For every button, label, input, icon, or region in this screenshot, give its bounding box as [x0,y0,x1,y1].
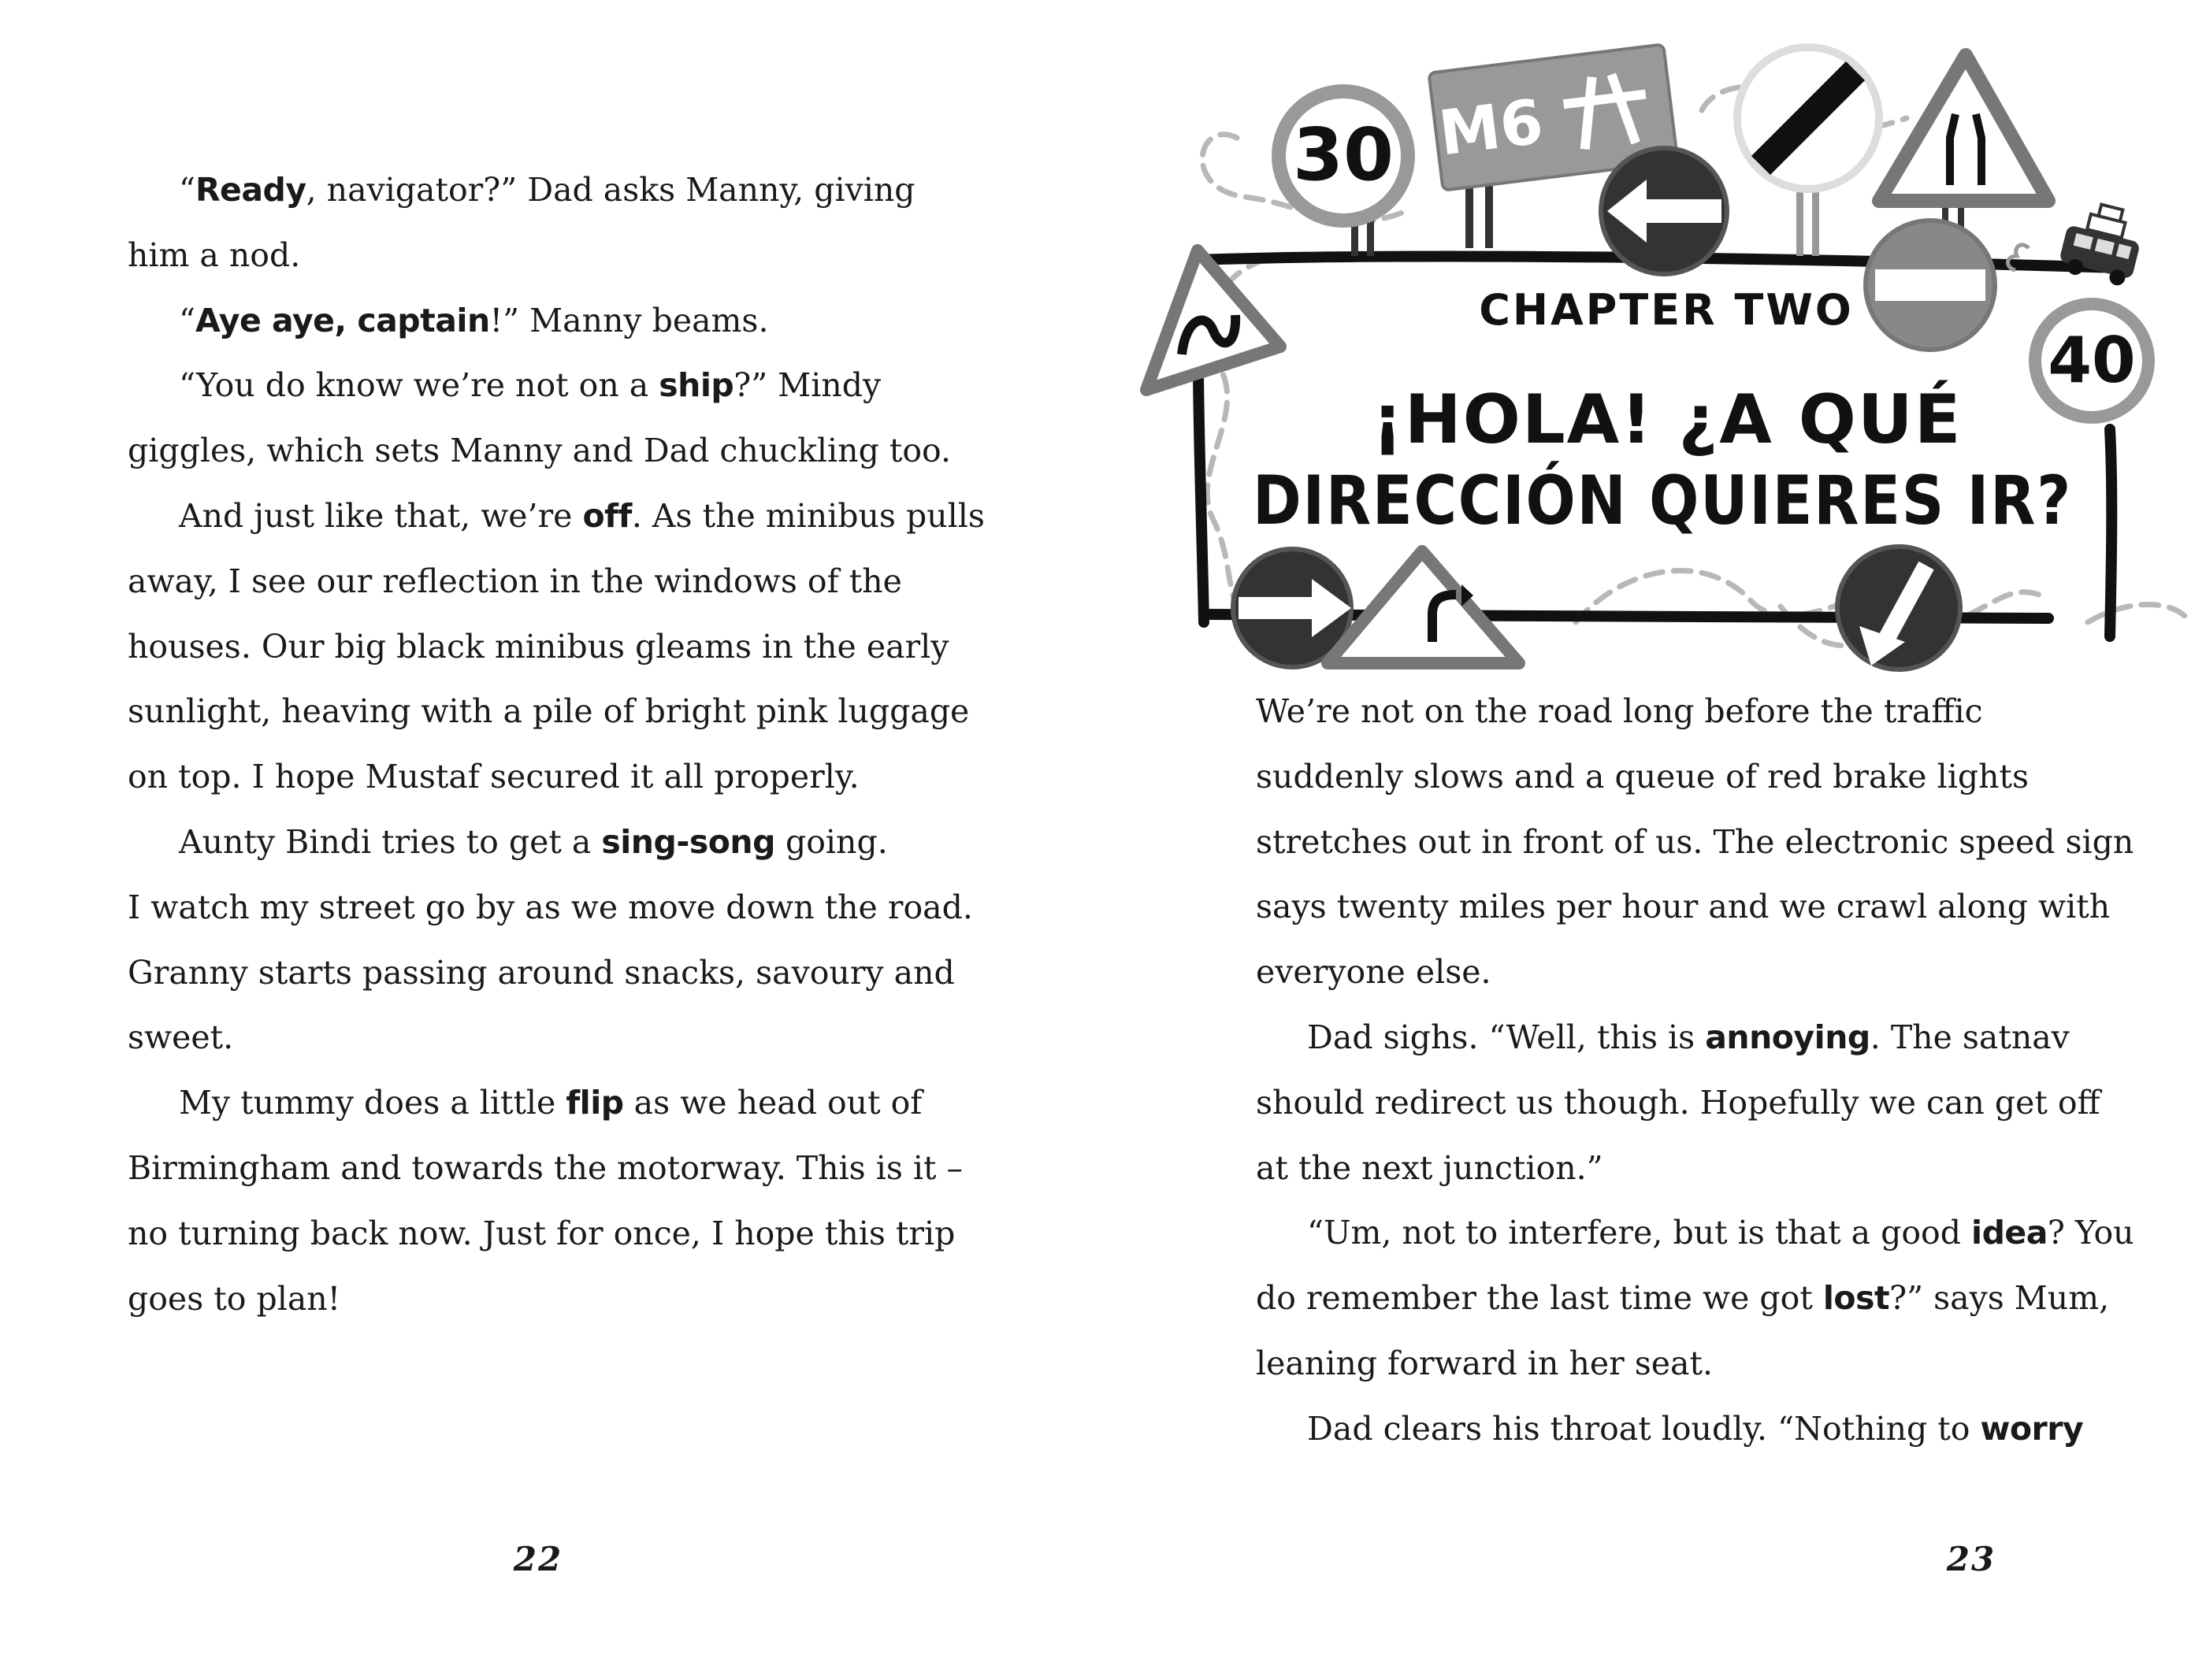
road-narrows-sign [1879,55,2048,232]
text-run: “You do know we’re not on a [179,366,659,405]
paragraph [128,158,986,288]
text-run: going. [774,822,888,861]
right-page [1103,0,2206,1680]
emphasized-word: worry [1980,1409,2084,1448]
national-speed-limit-sign [1737,47,1879,256]
text-run: as we head out of Birmingham and towards the motorway. This is it – no turning back now. Just for once, I hope this trip goes to plan! [128,1084,964,1318]
text-run: . The satnav should redirect us though. Hopefully we can get off at the next junction.” [1256,1018,2100,1187]
text-run: My tummy does a little [179,1084,566,1122]
svg-text:40: 40 [2048,324,2136,397]
text-run: I watch my street go by as we move down the road. Granny starts passing around snacks, savoury and sweet. [128,888,973,1057]
emphasized-word: Aye aye, captain [195,301,490,339]
emphasized-word: ship [659,366,734,405]
speed-limit-30-sign [1279,91,1408,256]
keep-left-arrow-icon [1837,547,1960,669]
text-run: Aunty Bindi tries to get a [179,822,602,861]
paragraph [1256,1396,2138,1462]
chapter-header-illustration [1103,0,2206,685]
text-run: , navigator?” Dad asks Manny, giving him a nod. [128,171,915,274]
paragraph [1256,1005,2138,1200]
text-run: “ [179,171,195,209]
page-number-right: 23 [1946,1540,1996,1578]
paragraph [128,288,986,354]
left-page-body [128,158,986,1331]
emphasized-word: lost [1822,1279,1890,1318]
text-run: And just like that, we’re [179,496,583,535]
text-run: We’re not on the road long before the traffic suddenly slows and a queue of red brake lights stretches out in front of us. The electronic speed sign says twenty miles per hour and we crawl along with everyone else. [1256,692,2134,992]
chapter-title-line-1: ¡HOLA! ¿A QUÉ [1372,380,1963,459]
speed-limit-40-sign [2035,304,2148,417]
emphasized-word: flip [566,1084,624,1122]
double-bend-sign [1146,250,1280,390]
text-run: . As the minibus pulls away, I see our reflection in the windows of the houses. Our big black minibus gleams in the early sunlight, heaving with a pile of bright pink luggage on top. I hope Mustaf secured it all properly. [128,496,985,796]
text-run: Dad clears his throat loudly. “Nothing to [1307,1409,1981,1448]
paragraph [128,810,986,875]
paragraph [1256,1200,2138,1396]
text-run: ?” Mindy giggles, which sets Manny and Dad chuckling too. [128,366,951,470]
paragraph [128,484,986,810]
text-run: “ [179,301,195,339]
paragraph [1256,679,2138,1005]
text-run: Dad sighs. “Well, this is [1307,1018,1706,1056]
svg-text:M6: M6 [1435,87,1547,170]
page-number-left: 22 [513,1540,563,1578]
emphasized-word: sing-song [601,822,775,861]
chapter-label: CHAPTER TWO [1479,285,1854,335]
paragraph [128,1070,986,1331]
text-run: “Um, not to interfere, but is that a good [1307,1214,1972,1252]
bend-right-sign [1328,551,1519,663]
no-entry-sign [1866,221,1995,350]
emphasized-word: off [582,496,632,535]
left-arrow-icon [1601,148,1727,274]
chapter-title-line-2: DIRECCIÓN QUIERES IR? [1253,462,2200,540]
paragraph [128,353,986,484]
text-run: ?” says Mum, leaning forward in her seat. [1256,1279,2110,1382]
text-run: !” Manny beams. [489,301,769,339]
emphasized-word: idea [1971,1214,2048,1252]
emphasized-word: Ready [195,171,306,209]
emphasized-word: annoying [1705,1018,1870,1056]
right-page-body [1256,679,2138,1462]
svg-text:30: 30 [1292,113,1395,197]
text-run: ? You do remember the last time we got [1256,1214,2134,1318]
paragraph [128,875,986,1070]
minibus-icon [2007,198,2147,288]
